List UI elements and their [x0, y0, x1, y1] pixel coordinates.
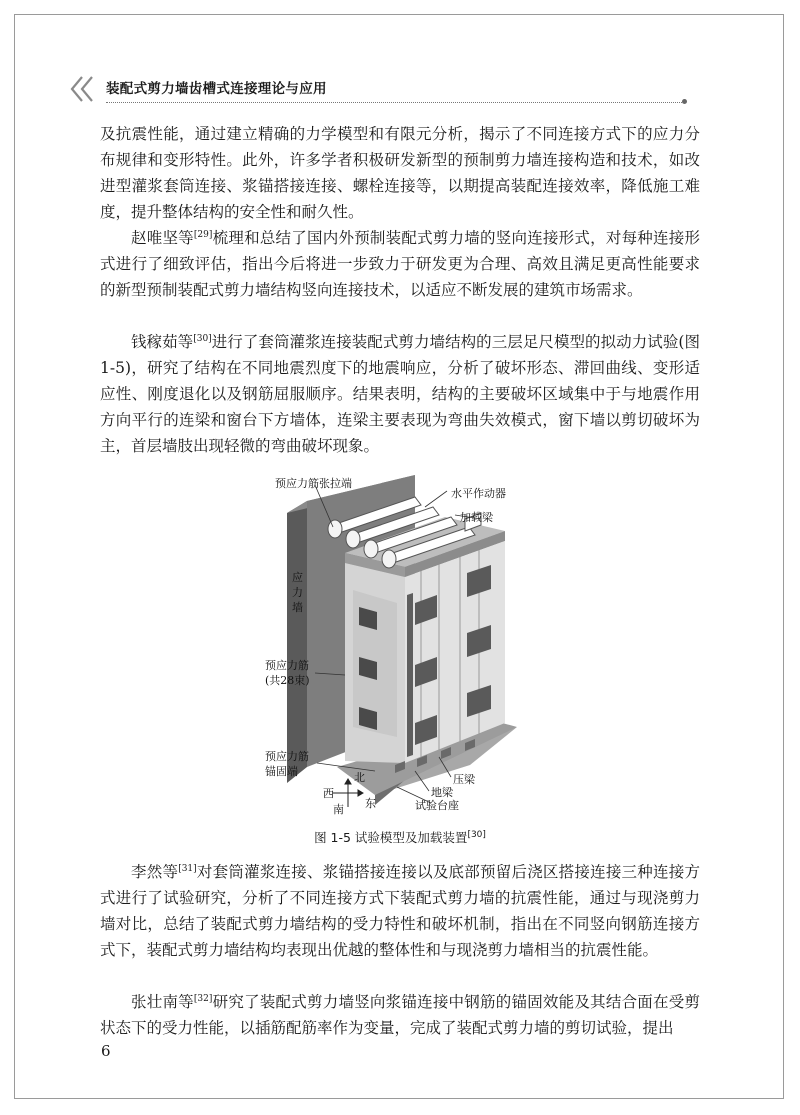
paragraph-5 [100, 989, 700, 1041]
paragraph-3 [100, 329, 700, 459]
paragraph-5-text: 研究了装配式剪力墙竖向浆锚连接中钢筋的锚固效能及其结合面在受剪状态下的受力性能，以插筋配筋率作为变量，完成了装配式剪力墙的剪切试验，提出 [100, 993, 700, 1037]
label-loading-beam: 加载梁 [460, 511, 493, 524]
paragraph-1-text: 及抗震性能，通过建立精确的力学模型和有限元分析，揭示了不同连接方式下的应力分布规律和变形特性。此外，许多学者积极研发新型的预制剪力墙连接构造和技术，如改进型灌浆套筒连接、浆锚搭接连接、螺栓连接等，以期提高装配连接效率，降低施工难度，提升整体结构的安全性和耐久性。 [100, 125, 700, 221]
label-reaction-wall-2: 力 [292, 586, 303, 599]
paragraph-4 [100, 859, 700, 963]
label-ground-beam: 地梁 [431, 786, 453, 799]
label-prestress-anchor-2: 锚固端 [265, 765, 298, 778]
label-prestress-bars: 预应力筋 [265, 659, 309, 672]
compass-west: 西 [323, 787, 334, 800]
paragraph-3-text: 进行了套筒灌浆连接装配式剪力墙结构的三层足尺模型的拟动力试验(图 1-5)，研究了结构在不同地震烈度下的地震响应，分析了破坏形态、滞回曲线、变形适应性、刚度退化以及钢筋屈服顺序。结果表明，结构的主要破坏区域集中于与地震作用方向平行的连梁和窗台下方墙体，连梁主要表现为弯曲失效模式，窗下墙以剪切破坏为主，首层墙肢出现轻微的弯曲破坏现象。 [100, 333, 700, 455]
label-reaction-wall-3: 墙 [292, 601, 303, 614]
paragraph-1 [100, 121, 700, 225]
running-header [70, 74, 686, 104]
citation: [29] [193, 229, 213, 240]
author-lead: 钱稼茹等 [131, 333, 194, 351]
label-compress-beam: 压梁 [453, 773, 475, 786]
header-dot [682, 99, 687, 104]
author-lead: 赵唯坚等 [131, 229, 194, 247]
citation: [32] [193, 993, 213, 1004]
label-actuator: 水平作动器 [451, 487, 506, 500]
label-reaction-wall-1: 应 [292, 571, 303, 584]
caption-text: 图 1-5 试验模型及加载装置 [314, 830, 468, 845]
citation: [31] [178, 863, 197, 874]
label-prestress-tension-end: 预应力筋张拉端 [275, 477, 352, 490]
label-test-base: 试验台座 [415, 799, 459, 812]
author-lead: 李然等 [131, 863, 179, 881]
test-model-illustration [255, 465, 545, 825]
label-bar-count: (共28束) [265, 674, 310, 687]
label-prestress-anchor-1: 预应力筋 [265, 750, 309, 763]
citation: [30] [193, 333, 212, 344]
book-title: 装配式剪力墙齿槽式连接理论与应用 [106, 81, 327, 97]
compass-east: 东 [365, 797, 376, 810]
paragraph-2-text: 梳理和总结了国内外预制装配式剪力墙的竖向连接形式，对每种连接形式进行了细致评估，指出今后将进一步致力于研发更为合理、高效且满足更高性能要求的新型预制装配式剪力墙结构竖向连接技术，以适应不断发展的建筑市场需求。 [100, 229, 700, 299]
paragraph-4-text: 对套筒灌浆连接、浆锚搭接连接以及底部预留后浇区搭接连接三种连接方式进行了试验研究，分析了不同连接方式下装配式剪力墙的抗震性能，通过与现浇剪力墙对比，总结了装配式剪力墙结构的受力特性和破坏机制，指出在不同竖向钢筋连接方式下，装配式剪力墙结构均表现出优越的整体性和与现浇剪力墙相当的抗震性能。 [100, 863, 700, 959]
figure-caption [0, 828, 800, 846]
caption-citation: [30] [467, 829, 486, 840]
double-chevron-icon [70, 76, 100, 102]
header-rule [106, 102, 686, 103]
compass-north: 北 [354, 771, 365, 784]
figure-test-model [255, 465, 545, 825]
compass-south: 南 [333, 803, 344, 816]
page-number: 6 [101, 1042, 111, 1060]
paragraph-2 [100, 225, 700, 303]
author-lead: 张壮南等 [131, 993, 194, 1011]
